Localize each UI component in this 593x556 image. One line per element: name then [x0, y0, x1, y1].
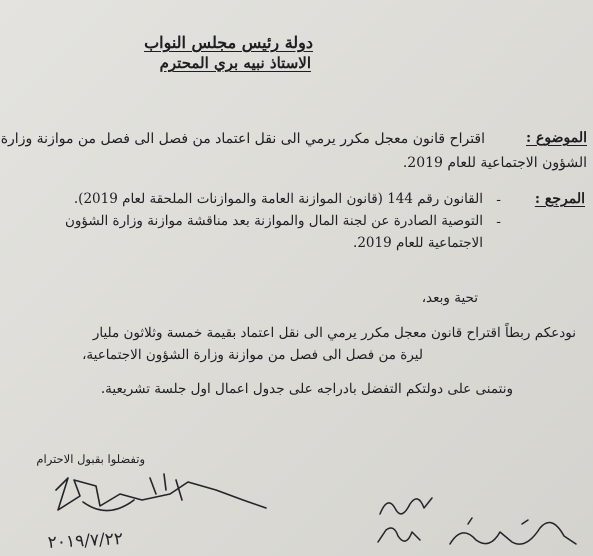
subject-label: الموضوع : [526, 130, 587, 146]
closing-line: وتفضلوا بقبول الاحترام [36, 452, 145, 466]
addressee-name: الاستاذ نبيه بري المحترم [159, 54, 311, 72]
reference-bullet-1: - [496, 192, 501, 208]
subject-text-line1: اقتراح قانون معجل مكرر يرمي الى نقل اعتماد من فصل الى فصل من موازنة وزارة [0, 131, 485, 147]
body-line2: ليرة من فصل الى فصل من موازنة وزارة الشؤون الاجتماعية، [82, 347, 423, 363]
signature-left [38, 460, 268, 556]
reference-item-1: القانون رقم 144 (قانون الموازنة العامة والموازنات الملحقة لعام 2019). [73, 191, 483, 207]
signature-right [372, 484, 587, 556]
reference-item-2-line1: التوصية الصادرة عن لجنة المال والموازنة بعد مناقشة موازنة وزارة الشؤون [64, 213, 483, 229]
body-line1: نودعكم ربطاً اقتراح قانون معجل مكرر يرمي الى نقل اعتماد بقيمة خمسة وثلاثون مليار [92, 325, 576, 341]
greeting: تحية وبعد، [421, 290, 478, 306]
reference-bullet-2: - [496, 214, 501, 230]
body-line3: ونتمنى على دولتكم التفضل بادراجه على جدول اعمال اول جلسة تشريعية. [100, 381, 513, 397]
reference-item-2-line2: الاجتماعية للعام 2019. [353, 235, 483, 251]
subject-text-line2: الشؤون الاجتماعية للعام 2019. [402, 155, 587, 171]
reference-label: المرجع : [534, 191, 585, 207]
addressee-title: دولة رئيس مجلس النواب [144, 33, 313, 52]
signature-date: ٢٠١٩/٧/٢٢ [47, 529, 124, 553]
